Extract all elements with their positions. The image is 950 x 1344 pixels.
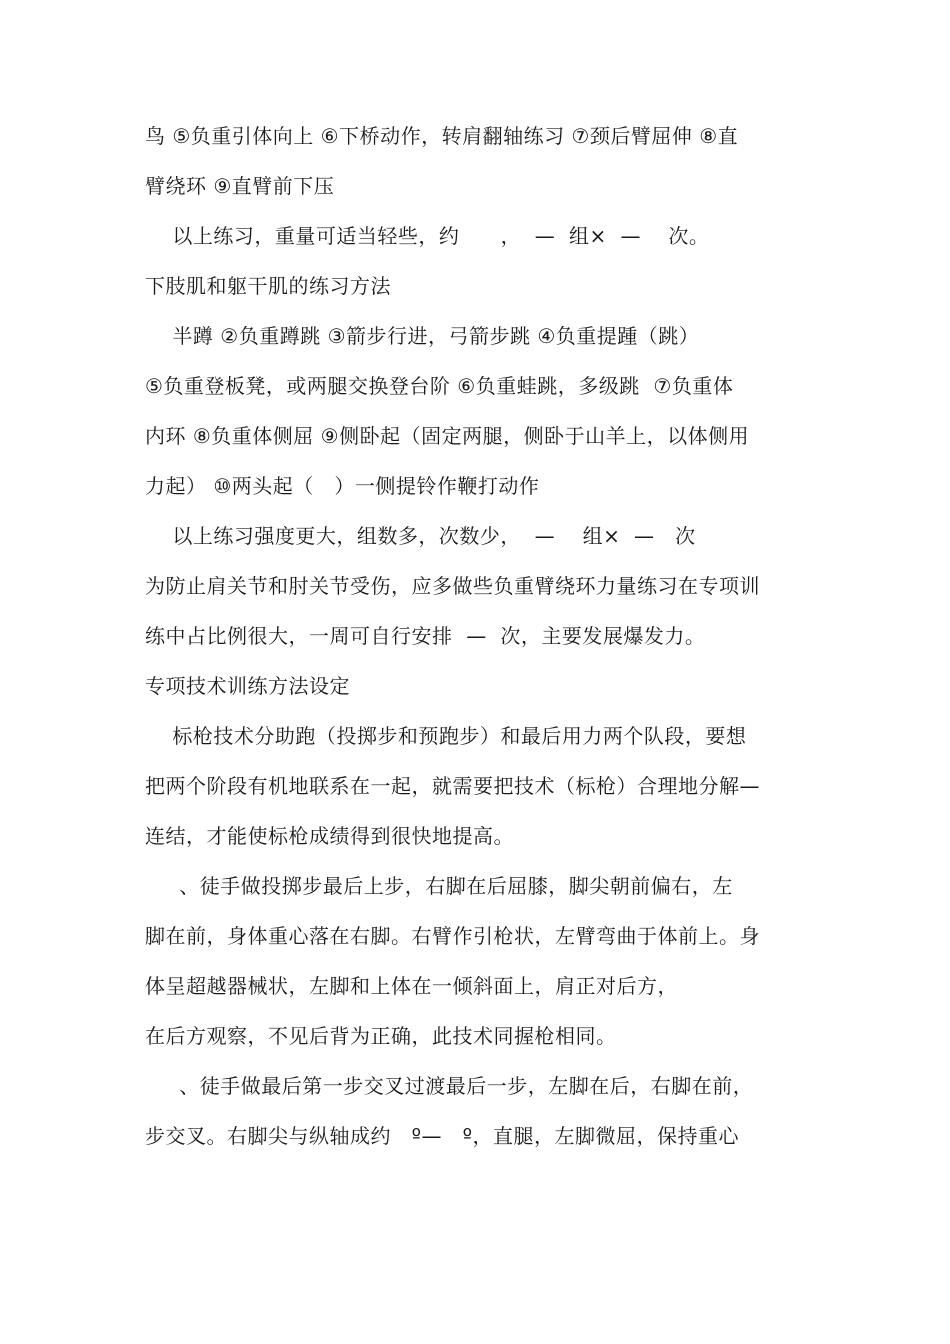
text-line-5: 半蹲 ②负重蹲跳 ③箭步行进，弓箭步跳 ④负重提踵（跳） (145, 324, 700, 348)
text-line-11: 练中占比例很大，一周可自行安排 — 次，主要发展爆发力。 (145, 624, 706, 648)
text-line-3: 以上练习，重量可适当轻些，约 ， — 组× — 次。 (145, 224, 710, 248)
text-line-10: 为防止肩关节和肘关节受伤，应多做些负重臂绕环力量练习在专项训 (145, 574, 760, 598)
section-heading-technique: 专项技术训练方法设定 (145, 674, 350, 698)
section-heading-lower-limb: 下肢肌和躯干肌的练习方法 (145, 274, 391, 298)
text-line-1: 鸟 ⑤负重引体向上 ⑥下桥动作，转肩翻轴练习 ⑦颈后臂屈伸 ⑧直 (145, 124, 739, 148)
text-line-14: 把两个阶段有机地联系在一起，就需要把技术（标枪）合理地分解— (145, 774, 760, 798)
text-line-9: 以上练习强度更大，组数多，次数少， — 组× — 次 (145, 524, 696, 548)
text-line-20: 、徒手做最后第一步交叉过渡最后一步，左脚在后，右脚在前， (145, 1074, 754, 1098)
text-line-21: 步交叉。右脚尖与纵轴成约 º— º，直腿，左脚微屈，保持重心 (145, 1124, 739, 1148)
text-line-19: 在后方观察，不见后背为正确，此技术同握枪相同。 (145, 1024, 617, 1048)
text-line-13: 标枪技术分助跑（投掷步和预跑步）和最后用力两个队段，要想 (145, 724, 747, 748)
text-line-18: 体呈超越器械状，左脚和上体在一倾斜面上，肩正对后方， (145, 974, 678, 998)
text-line-8: 力起） ⑩两头起（ ）一侧提铃作鞭打动作 (145, 474, 540, 498)
text-line-7: 内环 ⑧负重体侧屈 ⑨侧卧起（固定两腿，侧卧于山羊上，以体侧用 (145, 424, 750, 448)
text-line-17: 脚在前，身体重心落在右脚。右臂作引枪状，左臂弯曲于体前上。身 (145, 924, 760, 948)
text-line-15: 连结，才能使标枪成绩得到很快地提高。 (145, 824, 514, 848)
text-line-6: ⑤负重登板凳，或两腿交换登台阶 ⑥负重蛙跳，多级跳 ⑦负重体 (145, 374, 734, 398)
text-line-16: 、徒手做投掷步最后上步，右脚在后屈膝，脚尖朝前偏右，左 (145, 874, 733, 898)
text-line-2: 臂绕环 ⑨直臂前下压 (145, 174, 335, 198)
